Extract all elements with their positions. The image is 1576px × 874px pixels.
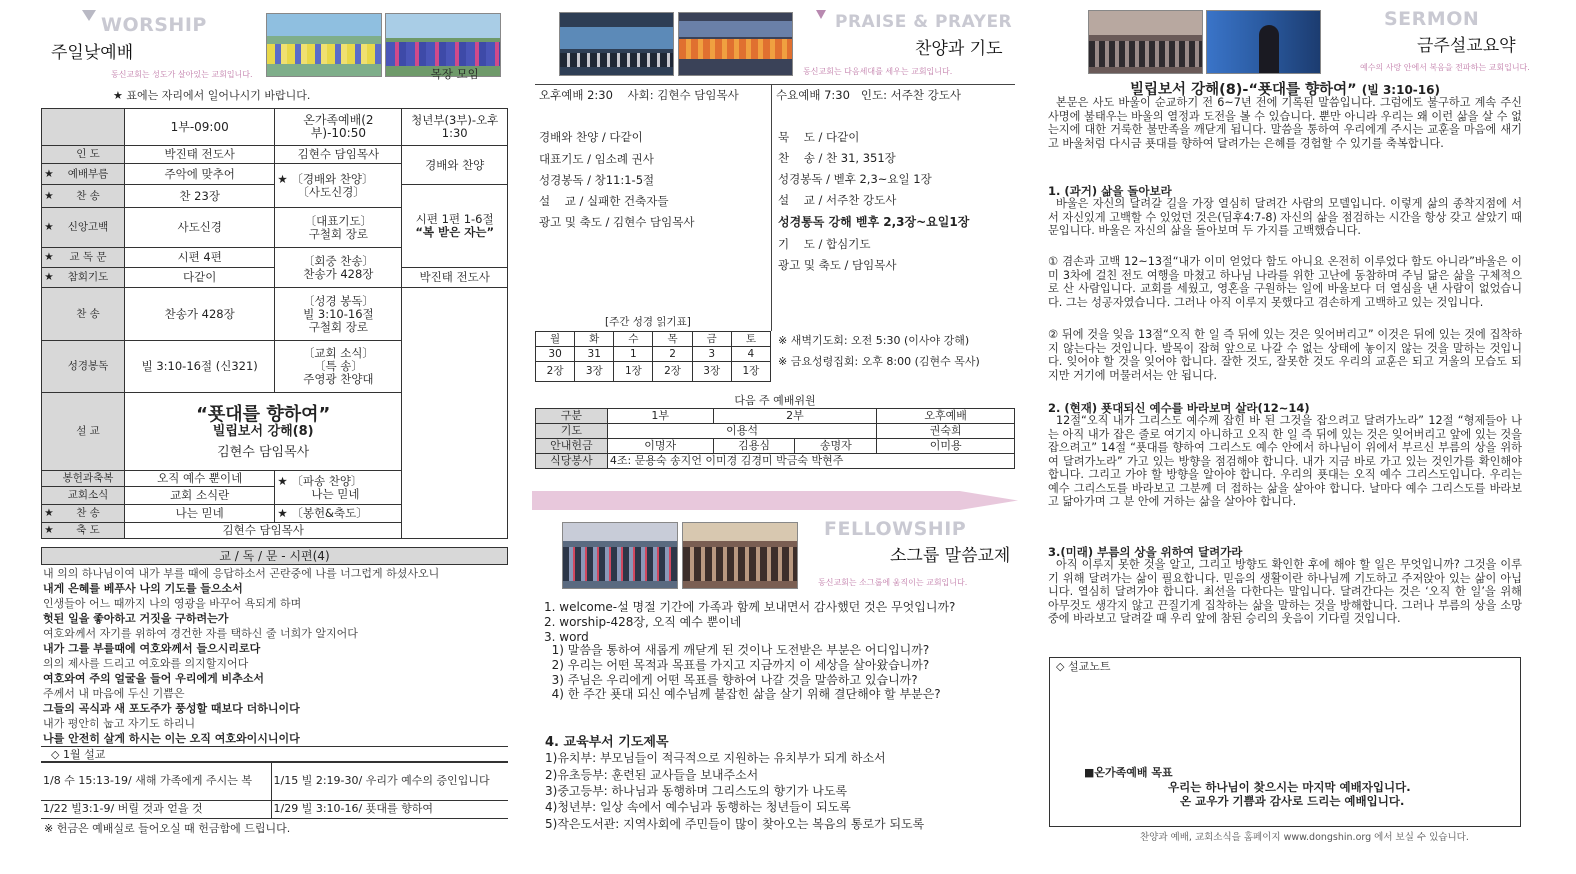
evening-order-item: 설 교 / 실패한 건축자들 (539, 194, 669, 208)
label-call: 예배부름 (67, 167, 109, 180)
youth-preacher: 박진태 전도사 (402, 268, 508, 288)
col2-reading: 〔성경 봉독〕 (302, 293, 374, 308)
triangle-marker-icon (816, 10, 826, 19)
bible-chapters: 1장 (614, 362, 653, 382)
news-1: 교회 소식란 (125, 487, 275, 505)
evening-order-item: 대표기도 / 임소례 권사 (539, 152, 654, 166)
leader-2: 김현수 담임목사 (275, 146, 402, 164)
sermon-point-1b-text: ② 뒤에 것을 잊음 13절“오직 한 일 즉 뒤에 있는 것은 잊어버리고” 이것은 뒤에 있는 것에 집착하지 않는다는 것입니다. 발목이 잡혀 앞으로 나갈 수 없는 상태에 놓이지 않는 것을 말하는 것입니다. 잊어야 할 것을 잊어야 합니다. 잘한 것도, 잘못한 것도 우리의 교훈은 되고 거울의 모습도 되지만 거기에 머물러서는 안 됩니다. (1048, 328, 1522, 382)
sermon-preacher: 김현수 담임목사 (217, 444, 310, 460)
col2-news: 〔교회 소식〕 (302, 346, 374, 360)
committee-header: 2부 (713, 409, 877, 424)
service-3-header: 청년부(3부)-오후 1:30 (402, 109, 508, 146)
bible-day: 목 (653, 332, 692, 347)
bible-reading-title: [주간 성경 읽기표] (605, 316, 691, 328)
repent-1: 다같이 (125, 268, 275, 288)
bible-date: 31 (575, 347, 614, 362)
praise-title-en: PRAISE & PRAYER (835, 12, 1013, 32)
fellowship-question: 1. welcome-설 명절 기간에 가족과 함께 보내면서 감사했던 것은 무엇입니까? (544, 600, 956, 614)
praise-title-ko: 찬양과 기도 (915, 39, 1003, 59)
worship-title-ko: 주일낮예배 (51, 43, 134, 63)
committee-value: 이명자 (607, 439, 713, 454)
bible-chapters: 2장 (653, 362, 692, 382)
col2-special: 〔특 송〕 (313, 359, 363, 373)
bible-chapters: 2장 (536, 362, 575, 382)
bible-day: 수 (614, 332, 653, 347)
sermon-tagline: 예수의 사랑 안에서 복음을 전파하는 교회입니다. (1360, 63, 1530, 72)
reading-line: 내가 평안히 눕고 자기도 하리니 (43, 717, 196, 730)
committee-value: 이미용 (877, 439, 1015, 454)
wednesday-order-item: 광고 및 축도 / 담임목사 (778, 258, 897, 272)
fellowship-question: 4) 한 주간 푯대 되신 예수님께 붙잡힌 삶을 살기 위해 결단해야 할 부분은? (544, 687, 941, 701)
sermon-intro: 본문은 사도 바울이 순교하기 전 6~7년 전에 기록된 말씀입니다. 그럼에도 불구하고 계속 주신 사명에 불태우는 바울의 열정과 도전을 볼 수 있습니다. 뿐만 아니라 우리는 왜 이런 삶을 살 수 없는지에 대한 거룩한 불만족을 깨닫게 됩니다. 말씀을 통하여 우리에게 주시는 교훈을 마음에 새기고 바울처럼 다시금 푯대를 향하여 달려가는 은혜를 경험할 수 있기를 축복합니다. (1048, 96, 1522, 150)
sermon-point-1-title: 1. (과거) 삶을 돌아보라 (1048, 184, 1172, 198)
sermon-point-1a-text: ① 겸손과 고백 12~13절“내가 이미 얻었다 함도 아니요 온전히 이루었다 함도 아니라”바울은 이미 3차에 걸친 전도 여행을 마쳤고 하나님 나라를 위한 고난에 동참하며 주님 닮은 삶을 구체적으로 산 사람입니다. 교회를 세웠고, 영혼을 구원하는 일에 바울보다 더 열심을 낸 사람이 없었습니다. 그는 성공자였습니다. 그러나 아직 이루지 못했다고 겸손하게 고백하고 있는 것입니다. (1048, 255, 1522, 309)
reading-line: 헛된 일을 좋아하고 거짓을 구하려는가 (43, 612, 229, 625)
wednesday-service-header: 수요예배 7:30 인도: 서주찬 강도사 (776, 88, 961, 102)
next-week-committee-table (535, 408, 1015, 469)
praise-divider (535, 84, 1015, 85)
bible-date: 30 (536, 347, 575, 362)
sermon-headline-ref: (빌 3:10-16) (1361, 83, 1440, 97)
bible-day: 월 (536, 332, 575, 347)
fellowship-photo-dinner (682, 522, 798, 589)
next-week-title: 다음 주 예배위원 (734, 394, 816, 407)
committee-value: 송명자 (795, 439, 877, 454)
offering-note: ※ 헌금은 예배실로 들어오실 때 헌금함에 드립니다. (44, 822, 291, 835)
sermon-point-2-text: 12절“오직 내가 그리스도 예수께 잡힌 바 된 그것을 잡으려고 달려가노라” 12절 “형제들아 나는 아직 내가 잡은 줄로 여기지 아니하고 오직 한 일 즉 뒤에 있는 것은 잊어버리고 앞에 있는 것을 잡으려고” 14절 “푯대를 향하여 그리스도 예수 안에서 하나님이 위에서 부르신 부름의 상을 위하여 달려가노라” 가고 있는 방향을 점검해야 합니다. 내가 지금 바로 가고 있는 것인가를 확인해야 합니다. 그리고 가야 할 방향을 알아야 합니다. 우리의 푯대는 오직 예수 그리스도입니다. 우리는 예수 그리스도를 바라보고 그분께 더 접하는 삶을 살아야 합니다. 날마다 예수 그리스도를 바라보고 닮아가며 그 분 안에 거하는 삶을 살아야 합니다. (1048, 414, 1522, 508)
bible-day: 화 (575, 332, 614, 347)
bible-reading-table (535, 331, 771, 382)
sermon-series: 빌립보서 강해(8) (212, 423, 314, 439)
col2-creed: 〔사도신경〕 (297, 184, 365, 199)
pink-divider-bar (532, 491, 1018, 510)
col2-reading-elder: 구철회 장로 (308, 319, 368, 334)
fellowship-tagline: 동신교회는 소그룹에 움직이는 교회입니다. (818, 578, 968, 587)
leader-1: 박진태 전도사 (125, 146, 275, 164)
label-sermon: 설 교 (76, 425, 100, 437)
worship-title-en: WORSHIP (101, 14, 207, 36)
worship-order-table: 1부-09:00 온가족예배(2부)-10:50 청년부(3부)-오후 1:30 인 도 박진태 전도사 김현수 담임목사 경배와 찬양 ★ 예배부름 주악에 맞추어 ★ 〔경배와 찬양〕 〔사도신경〕 ★ 찬 송 찬 23장 시편 1편 1-6절 “복 받은 자는” ★ 신앙고백 사도신경 〔대표기도〕 구철회 장로 ★ 교 독 문 시편 4편 〔회중 찬송〕 찬송가 428장 ★ 참회기도 다같이 박진태 전도사 찬 송 찬송가 428장 〔성경 봉독〕 빌 3:10-16절 구철회 장로 목장 모임 성경봉독 빌 3:10-16절 (신321) 〔교회 소식〕 〔특 송〕 주영광 찬양대 설 교 “푯대를 향하여” 빌립보서 강해(8) 김현수 담임목사 봉헌과축복 오직 예수 뿐이네 ★ 〔파송 찬양〕 나는 믿네 교회소식 교회 소식란 ★ 찬 송 나는 믿네 ★ 〔봉헌&축도〕 ★ 축 도 김현수 담임목사 (41, 108, 508, 539)
scripture-1: 빌 3:10-16절 (신321) (125, 341, 275, 393)
sermon-title-ko: 금주설교요약 (1417, 36, 1516, 56)
fellowship-title-en: FELLOWSHIP (824, 518, 967, 540)
reading-title-bar (41, 547, 508, 565)
sermon-point-2-title: 2. (현재) 푯대되신 예수를 바라보며 살라(12~14) (1048, 401, 1310, 415)
col2-believe: 나는 믿네 (311, 486, 360, 501)
bible-date: 3 (692, 347, 731, 362)
praise-tagline: 동신교회는 다음세대를 세우는 교회입니다. (803, 67, 953, 76)
family-worship-goal-2: 온 교우가 기쁨과 감사로 드리는 예배입니다. (1180, 794, 1405, 808)
sermon-photo-hall (1088, 10, 1203, 74)
fellowship-question: 3) 주님은 우리에게 어떤 목표를 향하여 나갈 것을 말씀하고 있습니까? (544, 673, 918, 687)
education-prayer-item: 3)중고등부: 하나님과 동행하며 그리스도의 향기가 나도록 (545, 784, 848, 798)
col2-hymn428: 찬송가 428장 (303, 266, 374, 281)
hymn-1: 찬 23장 (125, 185, 275, 208)
label-hymn-2: 찬 송 (76, 307, 100, 320)
family-worship-goal-title: ■온가족예배 목표 (1084, 766, 1173, 779)
youth-sermon-title: “복 받은 자는” (415, 225, 495, 239)
sermon-point-1-text: 바울은 자신의 달려갈 길을 가장 열심히 달려간 사람의 모델입니다. 이렇게 삶의 종착지점에 서서 자신있게 고백할 수 있었던 것은(딤후4:7-8) 자신의 삶을 점검하는 시간을 항상 갖고 살았기 때문입니다. 바울은 자신의 삶을 돌아보며 두 가지를 고백했습니다. (1048, 197, 1522, 237)
friday-service-info: ※ 금요성령집회: 오후 8:00 (김현수 목사) (778, 355, 980, 368)
label-scripture: 성경봉독 (67, 360, 109, 372)
wednesday-order-item: 찬 송 / 찬 31, 351장 (778, 151, 896, 165)
monthly-sermon-item: 1/22 빌3:1-9/ 버릴 것과 얻을 것 (41, 801, 271, 819)
fellowship-question: 3. word (544, 630, 589, 644)
committee-value: 이용석 (607, 424, 876, 439)
sermon-title-en: SERMON (1384, 8, 1480, 30)
reading-line: 내게 은혜를 베푸사 나의 기도를 들으소서 (43, 582, 243, 595)
sermon-title: “푯대를 향하여” (196, 403, 331, 425)
monthly-sermon-title: ◇ 1월 설교 (41, 746, 508, 762)
label-responsive: 교 독 문 (69, 251, 107, 263)
bible-date: 4 (731, 347, 770, 362)
col2-prayer: 〔대표기도〕 (304, 213, 373, 228)
wednesday-order-item: 기 도 / 합심기도 (778, 237, 871, 251)
reading-line: 여호와께서 자기를 위하여 경건한 자를 택하신 줄 너희가 알지어다 (43, 627, 358, 640)
worship-photo-kids (266, 13, 382, 77)
committee-value: 김용심 (713, 439, 795, 454)
committee-header: 오후예배 (877, 409, 1015, 424)
triangle-marker-icon (82, 10, 96, 21)
sermon-headline-title: 빌립보서 강해(8)-“푯대를 향하여” (1130, 82, 1357, 98)
hymn-3: 나는 믿네 (125, 505, 275, 523)
wednesday-order-item: 성경봉독 / 벧후 2,3~요일 1장 (778, 172, 932, 186)
reading-title: 교 / 독 / 문 - 시편(4) (219, 549, 330, 563)
committee-value: 4조: 문용숙 송지언 이미경 김경미 박금숙 박현주 (607, 454, 1014, 469)
monthly-sermon-item: 1/15 빌 2:19-30/ 우리가 예수의 증인입니다 (271, 763, 508, 801)
col2-congregation: 〔회중 찬송〕 (302, 253, 374, 268)
committee-label: 안내헌금 (536, 439, 608, 454)
label-repent: 참회기도 (67, 271, 109, 283)
bible-date: 1 (614, 347, 653, 362)
bible-chapters: 3장 (692, 362, 731, 382)
education-prayer-item: 2)유초등부: 훈련된 교사들을 보내주소서 (545, 768, 759, 782)
offering-1: 오직 예수 뿐이네 (125, 471, 275, 487)
col2-choir: 주영광 찬양대 (303, 372, 374, 386)
label-creed: 신앙고백 (67, 221, 109, 233)
education-prayer-item: 5)작은도서관: 지역사회에 주민들이 많이 찾아오는 복음의 통로가 되도록 (545, 817, 925, 831)
committee-header: 1부 (607, 409, 713, 424)
committee-value: 권숙희 (877, 424, 1015, 439)
col2-benediction: 〔봉헌&축도〕 (291, 506, 368, 520)
bible-day: 금 (692, 332, 731, 347)
col2-prayer-elder: 구철회 장로 (308, 226, 368, 241)
reading-line: 주께서 내 마음에 두신 기쁨은 (43, 687, 185, 700)
call-1: 주악에 맞추어 (125, 164, 275, 185)
committee-label: 기도 (536, 424, 608, 439)
col2-praise: 〔경배와 찬양〕 (291, 171, 374, 186)
col2-sending: 〔파송 찬양〕 (291, 473, 363, 488)
reading-line: 인생들아 어느 때까지 나의 영광을 바꾸어 욕되게 하며 (43, 597, 302, 610)
homepage-footer: 찬양과 예배, 교회소식을 홈페이지 www.dongshin.org 에서 보실 수 있습니다. (1140, 832, 1469, 843)
wednesday-order-item: 설 교 / 서주찬 강도사 (778, 193, 897, 207)
fellowship-question: 1) 말씀을 통하여 새롭게 깨닫게 된 것이나 도전받은 부분은 어디입니까? (544, 643, 930, 657)
monthly-sermon-item: 1/8 수 15:13-19/ 새해 가족에게 주시는 복 (41, 763, 271, 801)
sermon-point-3-title: 3.(미래) 부름의 상을 위하여 달려가라 (1048, 545, 1243, 559)
worship-tagline: 동신교회는 성도가 살아있는 교회입니다. (111, 70, 253, 79)
education-prayer-item: 1)유치부: 부모님들이 적극적으로 지원하는 유치부가 되게 하소서 (545, 751, 886, 765)
fellowship-photo-crowd (562, 522, 678, 589)
education-prayer-title: 4. 교육부서 기도제목 (545, 735, 669, 750)
sermon-point-3-text: 아직 이루지 못한 것을 알고, 그리고 방향도 확인한 후에 해야 할 일은 무엇입니까? 그것을 이루기 위해 달려가는 삶이 필요합니다. 믿음의 생활이란 하나님께 기도하고 주저앉아 있는 삶이 아닙니다. 열심히 달려가야 합니다. 최선을 다한다는 말입니다. 달려간다는 것은 ‘오직 한 일’을 위해 아무것도 생각지 않고 끈질기게 집착하는 삶을 말하는 것을 방해합니다. 그러나 부름의 상을 소망 중에 바라보고 달려갈 때 우리 앞에 참된 승리의 웃음이 기다릴 것입니다. (1048, 558, 1522, 625)
responsive-1: 시편 4편 (125, 248, 275, 268)
fellowship-title-ko: 소그룹 말씀교제 (890, 546, 1011, 566)
reading-line: 내 의의 하나님이여 내가 부를 때에 응답하소서 곤란중에 나를 너그럽게 하셨사오니 (43, 567, 440, 580)
creed-1: 사도신경 (125, 208, 275, 248)
reading-line: 내가 그를 부를때에 여호와께서 들으시리로다 (43, 642, 261, 655)
evening-order-item: 경배와 찬양 / 다같이 (539, 130, 643, 144)
label-offering: 봉헌과축복 (62, 472, 114, 484)
sermon-note-title: ◇ 설교노트 (1056, 660, 1111, 673)
reading-line: 나를 안전히 살게 하시는 이는 오직 여호와이시니이다 (43, 732, 300, 745)
label-leader: 인 도 (76, 148, 100, 160)
wednesday-order-item: 성경통독 강해 벧후 2,3장~요일1장 (778, 215, 970, 229)
education-prayer-item: 4)청년부: 일상 속에서 예수님과 동행하는 청년들이 되도록 (545, 800, 851, 814)
label-benediction: 축 도 (76, 524, 100, 536)
youth-psalm: 시편 1편 1-6절 (415, 212, 494, 226)
sermon-photo-preacher (1206, 10, 1321, 74)
family-worship-goal-1: 우리는 하나님이 찾으시는 마지막 예배자입니다. (1168, 780, 1411, 794)
praise-col-divider (771, 84, 772, 331)
label-hymn-1: 찬 송 (76, 189, 100, 202)
monthly-sermon-table (41, 762, 508, 819)
label-hymn-3: 찬 송 (76, 507, 100, 519)
praise-photo-stage (559, 12, 674, 76)
service-2-header: 온가족예배(2부)-10:50 (275, 109, 402, 146)
benediction-1: 김현수 담임목사 (125, 523, 402, 539)
monthly-sermon-item: 1/29 빌 3:10-16/ 푯대를 향하여 (271, 801, 508, 819)
bible-chapters: 1장 (731, 362, 770, 382)
praise-photo-choir (678, 12, 793, 76)
dawn-prayer-info: ※ 새벽기도회: 오전 5:30 (이사야 강해) (778, 334, 970, 347)
hymn-2: 찬송가 428장 (125, 288, 275, 341)
bible-chapters: 3장 (575, 362, 614, 382)
bible-day: 토 (731, 332, 770, 347)
evening-order-item: 성경봉독 / 창11:1-5절 (539, 173, 655, 187)
wednesday-order-item: 묵 도 / 다같이 (778, 130, 860, 144)
label-news: 교회소식 (67, 489, 109, 501)
col2-reading-ref: 빌 3:10-16절 (303, 306, 374, 321)
reading-line: 여호와여 주의 얼굴을 들어 우리에게 비추소서 (43, 672, 265, 685)
reading-line: 의의 제사를 드리고 여호와를 의지할지어다 (43, 657, 249, 670)
evening-service-header: 오후예배 2:30 사회: 김현수 담임목사 (539, 88, 739, 102)
sermon-note-box[interactable] (1049, 657, 1521, 827)
youth-praise: 경배와 찬양 (402, 146, 508, 185)
evening-order-item: 광고 및 축도 / 김현수 담임목사 (539, 215, 695, 229)
youth-cell-group: 목장 모임 (430, 67, 479, 81)
fellowship-question: 2) 우리는 어떤 목적과 목표를 가지고 지금까지 이 세상을 살아왔습니까? (544, 658, 930, 672)
reading-line: 그들의 곡식과 새 포도주가 풍성할 때보다 더하니이다 (43, 702, 300, 715)
worship-standing-notice: ★ 표에는 자리에서 일어나시기 바랍니다. (113, 89, 311, 102)
committee-header: 구분 (536, 409, 608, 424)
committee-label: 식당봉사 (536, 454, 608, 469)
service-1-header: 1부-09:00 (125, 109, 275, 146)
bible-date: 2 (653, 347, 692, 362)
fellowship-question: 2. worship-428장, 오직 예수 뿐이네 (544, 615, 742, 629)
